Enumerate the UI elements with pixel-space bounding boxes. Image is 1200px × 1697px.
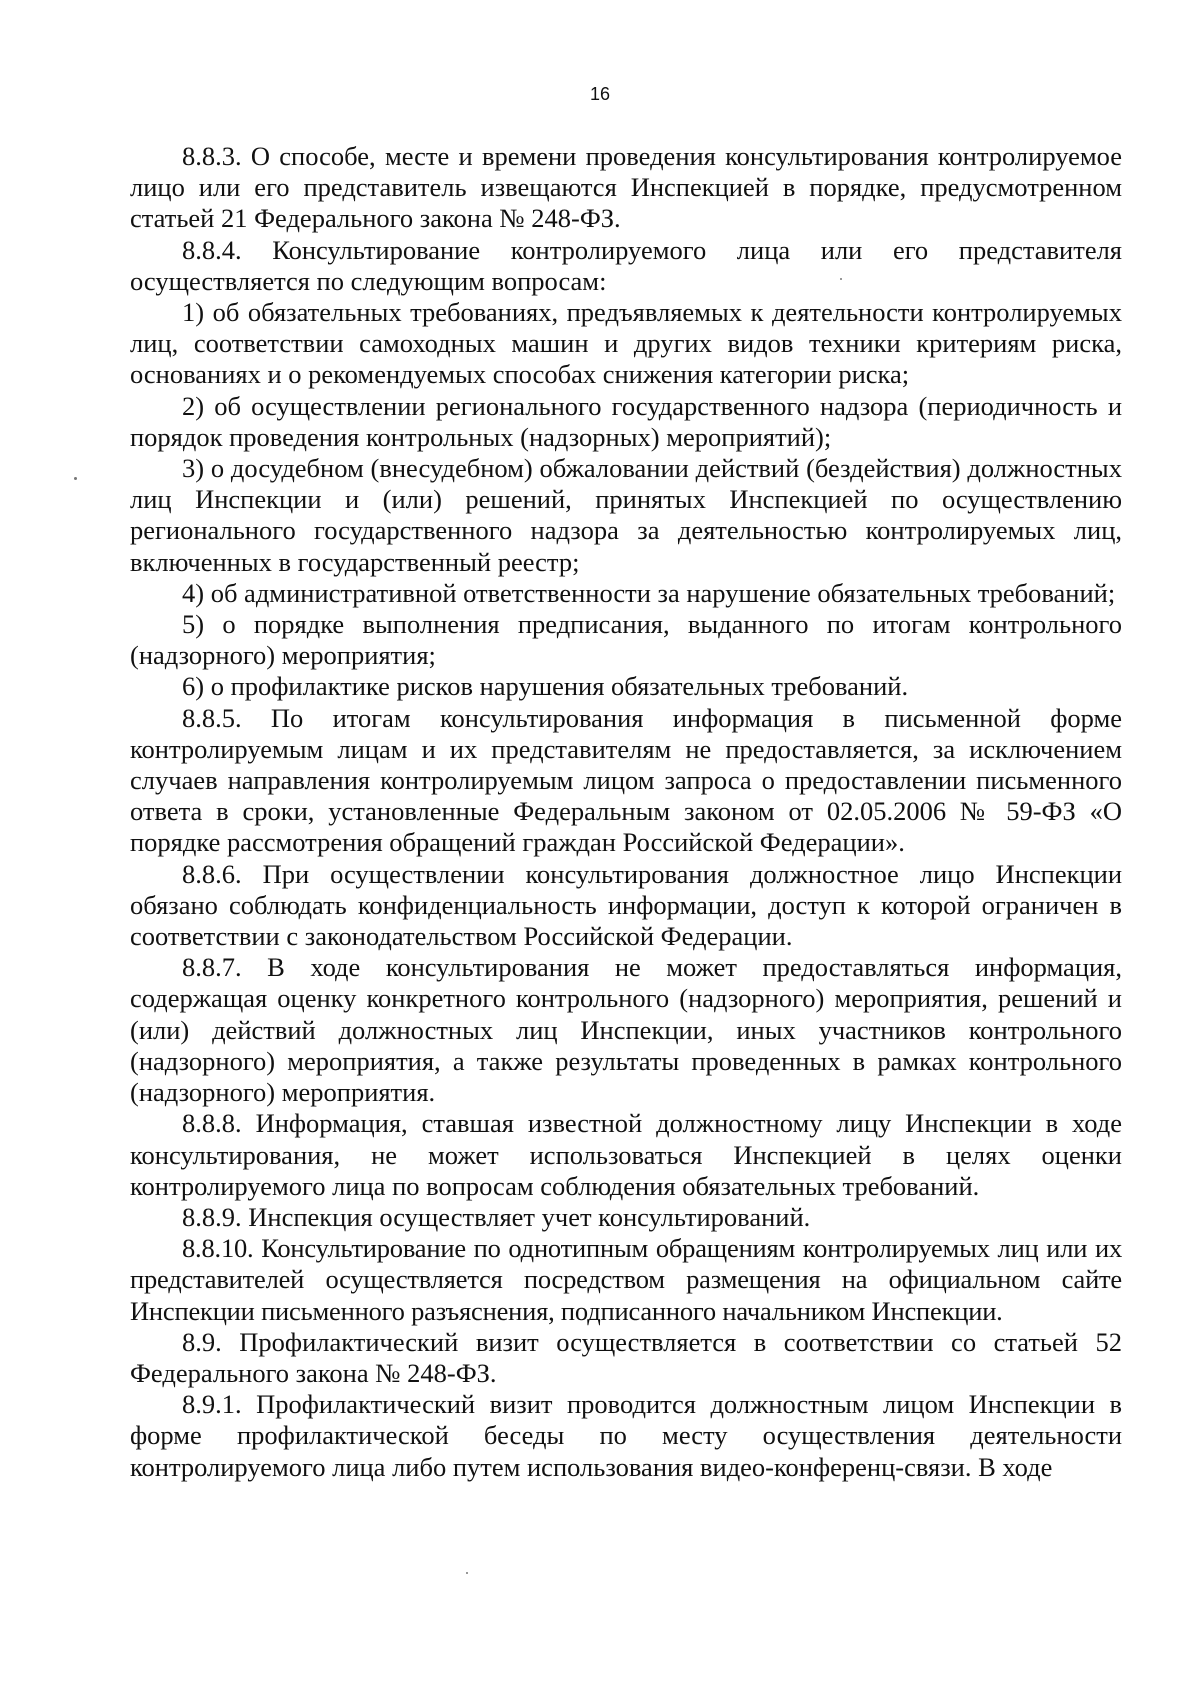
document-body (130, 141, 1122, 1483)
paragraph-8-8-8: 8.8.8. Информация, ставшая известной должностному лицу Инспекции в ходе консультирования, не может использоваться Инспекцией в целях оценки контролируемого лица по вопросам соблюдения обязательных требований. (130, 1108, 1122, 1201)
paragraph-8-8-4: 8.8.4. Консультирование контролируемого лица или его представителя осуществляется по следующим вопросам: (130, 234, 1122, 296)
paragraph-8-8-9: 8.8.9. Инспекция осуществляет учет консультирований. (182, 1201, 811, 1232)
list-item-2: 2) об осуществлении регионального государственного надзора (периодичность и порядок проведения контрольных (надзорных) мероприятий); (130, 390, 1122, 452)
scan-speck (74, 477, 77, 480)
list-item-1: 1) об обязательных требованиях, предъявляемых к деятельности контролируемых лиц, соответствии самоходных машин и других видов техники критериям риска, основаниях и о рекомендуемых способах снижения категории риска; (130, 297, 1122, 390)
scan-speck (840, 278, 842, 280)
page-number: 16 (589, 84, 611, 104)
paragraph-8-8-3: 8.8.3. О способе, месте и времени проведения консультирования контролируемое лицо или его представитель извещаются Инспекцией в порядке, предусмотренном статьей 21 Федерального закона № 248-ФЗ. (130, 141, 1122, 234)
scan-speck (466, 1572, 468, 1574)
paragraph-8-9: 8.9. Профилактический визит осуществляется в соответствии со статьей 52 Федерального закона № 248-ФЗ. (130, 1326, 1122, 1388)
paragraph-8-8-6: 8.8.6. При осуществлении консультирования должностное лицо Инспекции обязано соблюдать конфиденциальность информации, доступ к которой ограничен в соответствии с законодательством Российской Федерации. (130, 858, 1122, 952)
list-item-4: 4) об административной ответственности за нарушение обязательных требований; (182, 577, 1116, 608)
list-item-6: 6) о профилактике рисков нарушения обязательных требований. (182, 671, 909, 702)
paragraph-8-8-10: 8.8.10. Консультирование по однотипным обращениям контролируемых лиц или их представителей осуществляется посредством размещения на официальном сайте Инспекции письменного разъяснения, подписанного начальником Инспекции. (130, 1233, 1122, 1326)
paragraph-8-8-5: 8.8.5. По итогам консультирования информация в письменной форме контролируемым лицам и их представителям не предоставляется, за исключением случаев направления контролируемым лицом запроса о предоставлении письменного ответа в сроки, установленные Федеральным законом от 02.05.2006 № 59-ФЗ «О порядке рассмотрения обращений граждан Российской Федерации». (130, 702, 1122, 858)
list-item-3: 3) о досудебном (внесудебном) обжаловании действий (бездействия) должностных лиц Инспекции и (или) решений, принятых Инспекцией по осуществлению регионального государственного надзора за деятельностью контролируемых лиц, включенных в государственный реестр; (130, 453, 1122, 577)
paragraph-8-9-1: 8.9.1. Профилактический визит проводится должностным лицом Инспекции в форме профилактической беседы по месту осуществления деятельности контролируемого лица либо путем использования видео-конференц-связи. В ходе (130, 1389, 1122, 1482)
paragraph-8-8-7: 8.8.7. В ходе консультирования не может предоставляться информация, содержащая оценку конкретного контрольного (надзорного) мероприятия, решений и (или) действий должностных лиц Инспекции, иных участников контрольного (надзорного) мероприятия, а также результаты проведенных в рамках контрольного (надзорного) мероприятия. (130, 952, 1122, 1108)
list-item-5: 5) о порядке выполнения предписания, выданного по итогам контрольного (надзорного) мероприятия; (130, 609, 1122, 671)
